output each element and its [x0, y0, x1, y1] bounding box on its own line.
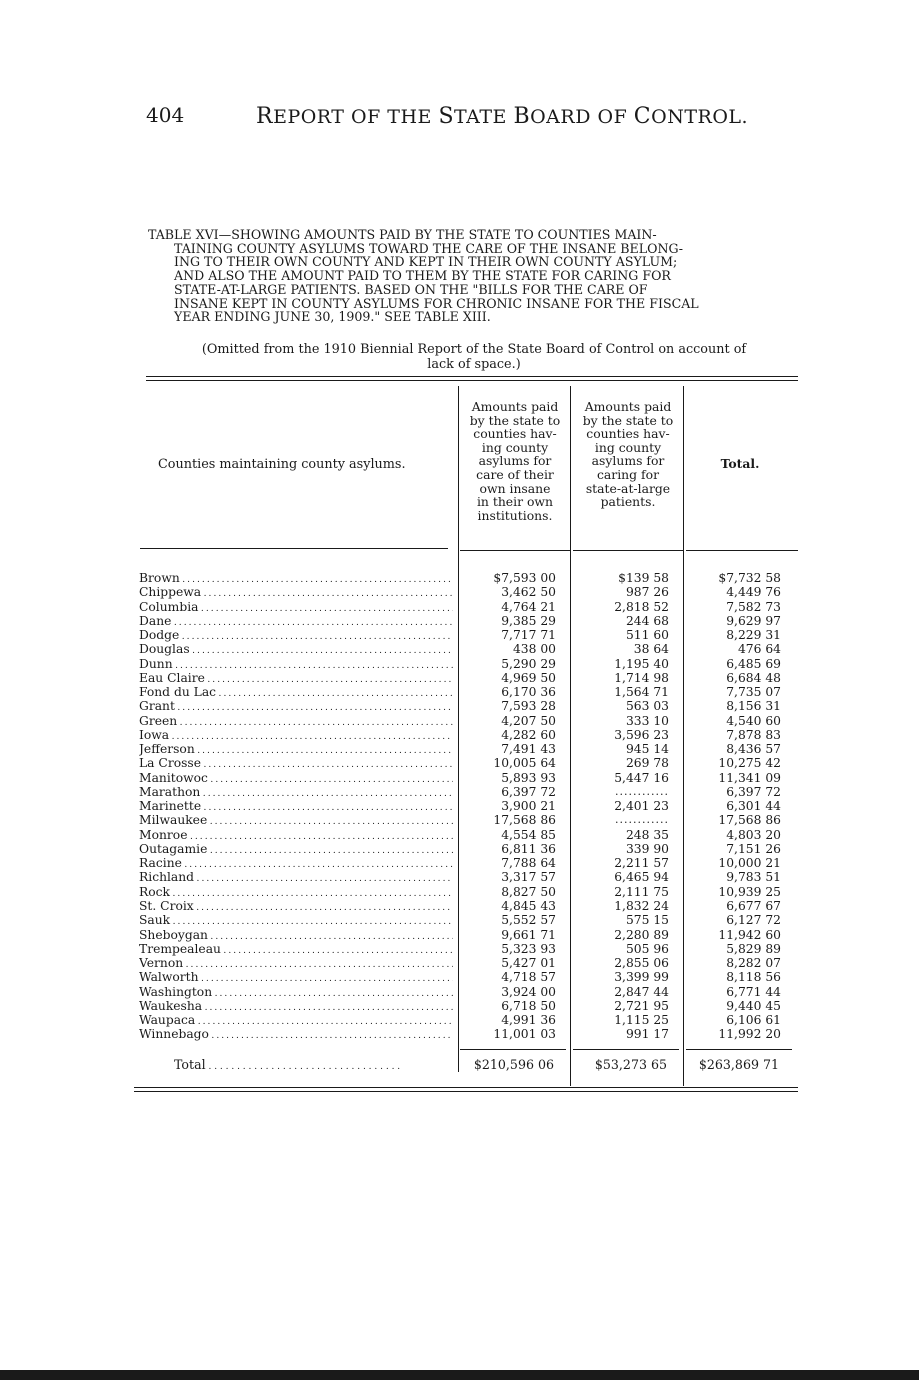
amount-state-at-large: 511 60: [625, 628, 669, 643]
amount-state-at-large: $139 58: [618, 571, 669, 585]
amount-state-at-large: 987 26: [625, 585, 669, 600]
county-name: Grant . . .: [139, 699, 453, 715]
table-row: [0, 671, 919, 685]
running-head-part: TATE: [454, 106, 514, 128]
table-row: [0, 742, 919, 756]
table-row: [0, 956, 919, 970]
amount-total: 10,000 21: [718, 856, 781, 871]
column-header-total: Total.: [720, 456, 760, 471]
amount-total: 11,992 20: [718, 1027, 781, 1042]
amount-own-insane: 7,788 64: [501, 856, 556, 871]
county-name: Sheboygan . . .: [139, 928, 453, 944]
amount-total: 8,118 56: [726, 970, 781, 985]
table-row: [0, 1027, 919, 1041]
county-name: Milwaukee . . .: [139, 813, 453, 829]
header-line: by the state to: [469, 412, 561, 428]
county-name: Marinette . . .: [139, 799, 453, 815]
amount-own-insane: 7,593 28: [501, 699, 556, 714]
amount-state-at-large: 3,399 99: [614, 970, 669, 985]
amount-total: 5,829 89: [726, 941, 781, 956]
table-row: [0, 642, 919, 656]
table-row: [0, 913, 919, 927]
amount-own-insane: 3,900 21: [501, 799, 556, 814]
county-name: Outagamie . . .: [139, 842, 453, 858]
total-rule: [686, 1049, 792, 1050]
amount-state-at-large: 2,111 75: [614, 884, 669, 899]
amount-own-insane: 5,323 93: [501, 941, 556, 956]
county-name: Rock . . .: [139, 885, 453, 901]
table-row: [0, 785, 919, 799]
amount-state-at-large: 244 68: [625, 613, 669, 628]
table-row: [0, 628, 919, 642]
amount-state-at-large: 945 14: [625, 742, 669, 757]
amount-total: 10,939 25: [718, 884, 781, 899]
amount-state-at-large: 2,818 52: [614, 599, 669, 614]
table-row: [0, 813, 919, 827]
amount-total: 6,127 72: [726, 913, 781, 928]
county-name: Sauk . . .: [139, 913, 453, 929]
county-name: Jefferson . . .: [139, 742, 453, 758]
running-head: [256, 104, 748, 129]
amount-state-at-large: 2,280 89: [614, 927, 669, 942]
amount-total: 4,540 60: [726, 713, 781, 728]
amount-own-insane: 7,717 71: [501, 628, 556, 643]
amount-total: 8,156 31: [726, 699, 781, 714]
header-bottom-rule: [460, 550, 570, 551]
amount-own-insane: 11,001 03: [493, 1027, 556, 1042]
amount-total: 8,282 07: [726, 956, 781, 971]
amount-state-at-large: 2,721 95: [614, 998, 669, 1013]
amount-own-insane: 6,718 50: [501, 998, 556, 1013]
amount-total: 6,485 69: [726, 656, 781, 671]
table-row: [0, 571, 919, 585]
scan-edge: [0, 1370, 919, 1380]
amount-state-at-large: 991 17: [625, 1027, 669, 1042]
county-name: Monroe . . .: [139, 828, 453, 844]
county-name: Waukesha . . .: [139, 999, 453, 1015]
amount-state-at-large: 2,847 44: [614, 984, 669, 999]
amount-total: 4,803 20: [726, 827, 781, 842]
amount-total: 9,629 97: [726, 613, 781, 628]
caption-line: AND ALSO THE AMOUNT PAID TO THEM BY THE STATE FOR CARING FOR: [174, 268, 671, 284]
county-name: Fond du Lac . . .: [139, 685, 453, 701]
amount-total: 7,151 26: [726, 841, 781, 856]
header-bottom-rule: [140, 548, 448, 549]
running-head-part: ONTROL.: [651, 106, 749, 128]
amount-own-insane: 8,827 50: [501, 884, 556, 899]
amount-state-at-large: 333 10: [625, 713, 669, 728]
table-bottom-rule: [134, 1091, 798, 1092]
amount-total: 7,878 83: [726, 727, 781, 742]
caption-line: STATE-AT-LARGE PATIENTS. BASED ON THE "BILLS FOR THE CARE OF: [174, 281, 648, 297]
amount-total: 6,397 72: [726, 784, 781, 799]
amount-own-insane: 5,893 93: [501, 770, 556, 785]
running-head-part: B: [513, 104, 531, 129]
header-line: asylums for: [591, 453, 665, 469]
amount-own-insane: 5,290 29: [501, 656, 556, 671]
amount-state-at-large: ............: [615, 784, 669, 798]
amount-total: 6,301 44: [726, 799, 781, 814]
table-row: [0, 657, 919, 671]
total-grand: $263,869 71: [698, 1057, 779, 1072]
amount-state-at-large: 339 90: [625, 841, 669, 856]
amount-state-at-large: 2,401 23: [614, 799, 669, 814]
table-row: [0, 600, 919, 614]
amount-own-insane: 4,554 85: [501, 827, 556, 842]
amount-total: 9,783 51: [726, 870, 781, 885]
table-row: [0, 799, 919, 813]
amount-total: 6,106 61: [726, 1013, 781, 1028]
caption-line: INSANE KEPT IN COUNTY ASYLUMS FOR CHRONIC INSANE FOR THE FISCAL: [174, 295, 699, 311]
column-header-state-at-large: [573, 400, 683, 509]
total-state-at-large: $53,273 65: [594, 1057, 667, 1072]
amount-own-insane: 4,845 43: [501, 898, 556, 913]
running-head-part: S: [438, 104, 455, 129]
amount-state-at-large: 3,596 23: [614, 727, 669, 742]
running-head-part: OARD OF: [530, 106, 634, 128]
header-line: care of their: [476, 466, 554, 482]
county-name: Iowa . . .: [139, 728, 453, 744]
column-header-own-insane: [460, 400, 570, 522]
table-row: [0, 699, 919, 713]
table-row: [0, 756, 919, 770]
amount-total: 8,436 57: [726, 742, 781, 757]
header-line: ing county: [481, 439, 549, 455]
amount-own-insane: 5,552 57: [501, 913, 556, 928]
amount-own-insane: 4,718 57: [501, 970, 556, 985]
amount-state-at-large: 1,564 71: [614, 685, 669, 700]
county-name: Dunn . . .: [139, 657, 453, 673]
table-row: [0, 999, 919, 1013]
amount-own-insane: 4,282 60: [501, 727, 556, 742]
table-caption: [148, 228, 804, 324]
header-bottom-rule: [573, 550, 683, 551]
amount-state-at-large: 248 35: [625, 827, 669, 842]
amount-own-insane: 4,969 50: [501, 670, 556, 685]
amount-state-at-large: 6,465 94: [614, 870, 669, 885]
amount-own-insane: 4,207 50: [501, 713, 556, 728]
table-row: [0, 714, 919, 728]
county-name: Washington . . .: [139, 985, 453, 1001]
header-line: own insane: [479, 480, 551, 496]
county-name: La Crosse . . .: [139, 756, 453, 772]
running-head-part: R: [256, 104, 274, 129]
amount-state-at-large: ............: [615, 813, 669, 827]
header-line: Amounts paid: [584, 399, 672, 414]
amount-own-insane: 6,397 72: [501, 784, 556, 799]
amount-state-at-large: 2,855 06: [614, 956, 669, 971]
amount-state-at-large: 563 03: [625, 699, 669, 714]
amount-total: 8,229 31: [726, 628, 781, 643]
amount-total: 6,677 67: [726, 898, 781, 913]
table-row: [0, 728, 919, 742]
header-line: state-at-large: [585, 480, 671, 496]
caption-line: ING TO THEIR OWN COUNTY AND KEPT IN THEIR OWN COUNTY ASYLUM;: [174, 254, 678, 270]
amount-own-insane: 3,317 57: [501, 870, 556, 885]
county-name: Trempealeau . . .: [139, 942, 453, 958]
omission-note: [146, 342, 802, 372]
amount-state-at-large: 1,714 98: [614, 670, 669, 685]
table-row: [0, 614, 919, 628]
running-head-part: C: [633, 104, 652, 129]
amount-total: 11,942 60: [718, 927, 781, 942]
county-name: Columbia . . .: [139, 600, 453, 616]
county-name: Dane . . .: [139, 614, 453, 630]
amount-state-at-large: 1,115 25: [614, 1013, 669, 1028]
amount-own-insane: 5,427 01: [501, 956, 556, 971]
amount-total: $7,732 58: [718, 571, 781, 585]
caption-line: TAINING COUNTY ASYLUMS TOWARD THE CARE OF THE INSANE BELONG-: [174, 240, 684, 256]
amount-own-insane: 4,764 21: [501, 599, 556, 614]
total-label: Total . . .: [174, 1057, 400, 1072]
caption-line: TABLE XVI—SHOWING AMOUNTS PAID BY THE STATE TO COUNTIES MAIN-: [148, 227, 657, 242]
table-top-rule: [146, 376, 798, 377]
note-line: (Omitted from the 1910 Biennial Report of the State Board of Control on account of: [201, 342, 747, 357]
table-row: [0, 685, 919, 699]
county-name: Walworth . . .: [139, 970, 453, 986]
amount-own-insane: 10,005 64: [493, 756, 556, 771]
table-row: [0, 1013, 919, 1027]
county-name: Richland . . .: [139, 870, 453, 886]
amount-own-insane: 3,924 00: [501, 984, 556, 999]
table-row: [0, 856, 919, 870]
county-name: Eau Claire . . .: [139, 671, 453, 687]
amount-state-at-large: 38 64: [633, 642, 669, 657]
total-rule: [460, 1049, 566, 1050]
header-line: patients.: [600, 494, 656, 510]
amount-own-insane: 9,661 71: [501, 927, 556, 942]
caption-line: YEAR ENDING JUNE 30, 1909." SEE TABLE XIII.: [174, 309, 491, 325]
page-number: 404: [146, 103, 185, 127]
amount-total: 7,582 73: [726, 599, 781, 614]
amount-total: 6,771 44: [726, 984, 781, 999]
running-head-part: EPORT OF THE: [273, 106, 439, 128]
county-name: Winnebago . . .: [139, 1027, 453, 1043]
county-name: Brown . . .: [139, 571, 453, 587]
county-name: Green . . .: [139, 714, 453, 730]
table-row: [0, 899, 919, 913]
amount-total: 476 64: [737, 642, 781, 657]
county-name: Vernon . . .: [139, 956, 453, 972]
header-line: counties hav-: [473, 426, 557, 442]
amount-state-at-large: 269 78: [625, 756, 669, 771]
header-line: by the state to: [582, 412, 674, 428]
column-header-county: Counties maintaining county asylums.: [158, 457, 406, 472]
table-top-rule: [146, 380, 798, 381]
table-row: [0, 870, 919, 884]
amount-total: 10,275 42: [718, 756, 781, 771]
amount-state-at-large: 1,195 40: [614, 656, 669, 671]
amount-total: 9,440 45: [726, 998, 781, 1013]
amount-own-insane: 438 00: [512, 642, 556, 657]
amount-total: 17,568 86: [718, 813, 781, 828]
county-name: Marathon . . .: [139, 785, 453, 801]
header-line: counties hav-: [586, 426, 670, 442]
table-row: [0, 970, 919, 984]
amount-total: 7,735 07: [726, 685, 781, 700]
note-line: lack of space.): [427, 357, 521, 372]
county-name: Chippewa . . .: [139, 585, 453, 601]
total-own-insane: $210,596 06: [473, 1057, 554, 1072]
total-rule: [573, 1049, 679, 1050]
table-row: [0, 771, 919, 785]
table-row: [0, 885, 919, 899]
amount-total: 6,684 48: [726, 670, 781, 685]
table-row: [0, 585, 919, 599]
table-bottom-rule: [134, 1087, 798, 1088]
header-line: ing county: [594, 439, 662, 455]
amount-state-at-large: 2,211 57: [614, 856, 669, 871]
amount-own-insane: $7,593 00: [493, 571, 556, 585]
amount-total: 4,449 76: [726, 585, 781, 600]
county-name: Waupaca . . .: [139, 1013, 453, 1029]
table-row: [0, 985, 919, 999]
county-name: Racine . . .: [139, 856, 453, 872]
amount-own-insane: 7,491 43: [501, 742, 556, 757]
county-name: Douglas . . .: [139, 642, 453, 658]
county-name: Dodge . . .: [139, 628, 453, 644]
amount-own-insane: 17,568 86: [493, 813, 556, 828]
amount-own-insane: 6,811 36: [501, 841, 556, 856]
amount-own-insane: 3,462 50: [501, 585, 556, 600]
amount-state-at-large: 505 96: [625, 941, 669, 956]
table-row: [0, 842, 919, 856]
amount-state-at-large: 575 15: [625, 913, 669, 928]
amount-total: 11,341 09: [718, 770, 781, 785]
header-line: asylums for: [478, 453, 552, 469]
amount-state-at-large: 5,447 16: [614, 770, 669, 785]
table-row: [0, 928, 919, 942]
county-name: St. Croix . . .: [139, 899, 453, 915]
table-row: [0, 828, 919, 842]
amount-own-insane: 6,170 36: [501, 685, 556, 700]
amount-own-insane: 9,385 29: [501, 613, 556, 628]
amount-state-at-large: 1,832 24: [614, 898, 669, 913]
amount-own-insane: 4,991 36: [501, 1013, 556, 1028]
county-name: Manitowoc . . .: [139, 771, 453, 787]
header-line: Amounts paid: [471, 399, 559, 414]
header-line: in their own: [476, 494, 554, 510]
header-line: caring for: [596, 466, 660, 482]
header-line: institutions.: [477, 507, 553, 523]
table-row: [0, 942, 919, 956]
header-bottom-rule: [686, 550, 798, 551]
